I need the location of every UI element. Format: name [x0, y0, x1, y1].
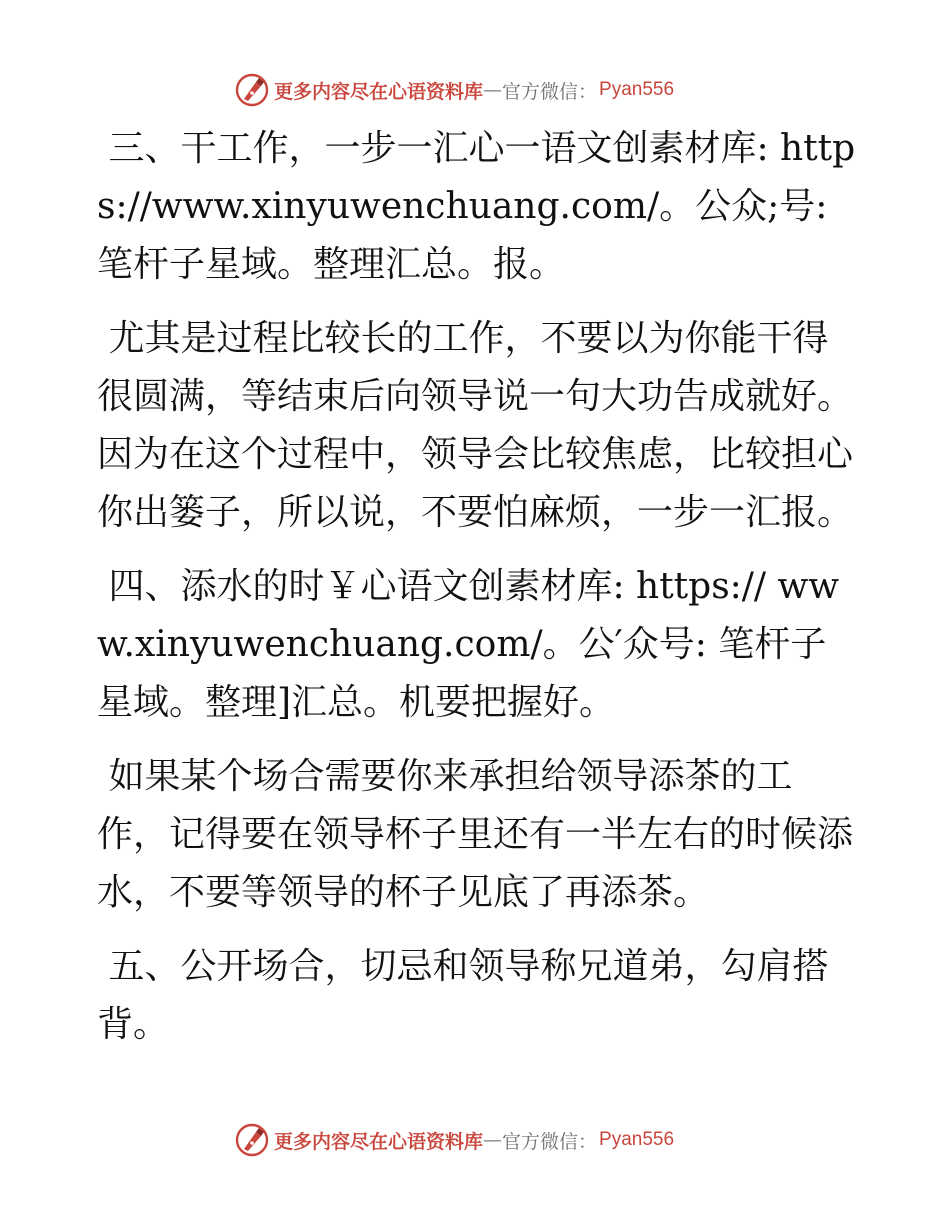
banner-wechat-label: 官方微信：	[502, 1130, 598, 1153]
paragraph-5: 五、公开场合，切忌和领导称兄道弟，勾肩搭背。	[97, 946, 829, 1045]
header-banner	[234, 70, 674, 110]
banner-wechat-id: Pyan556	[599, 1129, 675, 1150]
pen-nib-logo-icon	[234, 1122, 270, 1158]
banner-wechat-label: 官方微信：	[502, 80, 598, 103]
paragraph-1: 三、干工作，一步一汇心一语文创素材库: https://www.xinyuwenchuang.com/。公众;号: 笔杆子星域。整理汇总。报。	[97, 128, 856, 285]
banner-separator: —	[483, 1129, 503, 1151]
banner-text: 更多内容尽在心语资料库	[274, 80, 484, 103]
paragraph-2: 尤其是过程比较长的工作，不要以为你能干得很圆满，等结束后向领导说一句大功告成就好。因为在这个过程中，领导会比较焦虑，比较担心你出篓子，所以说，不要怕麻烦，一步一汇报。	[97, 318, 854, 533]
footer-banner	[234, 1120, 674, 1160]
document-body	[97, 120, 857, 1054]
banner-text: 更多内容尽在心语资料库	[274, 1130, 484, 1153]
banner-separator: —	[483, 79, 503, 101]
paragraph-3: 四、添水的时￥心语文创素材库: https:// www.xinyuwenchuang.com/。公′众号: 笔杆子星域。整理]汇总。机要把握好。	[97, 566, 840, 723]
paragraph-4: 如果某个场合需要你来承担给领导添茶的工作，记得要在领导杯子里还有一半左右的时候添水，不要等领导的杯子见底了再添茶。	[97, 756, 854, 913]
pen-nib-logo-icon	[234, 72, 270, 108]
banner-wechat-id: Pyan556	[599, 79, 675, 100]
